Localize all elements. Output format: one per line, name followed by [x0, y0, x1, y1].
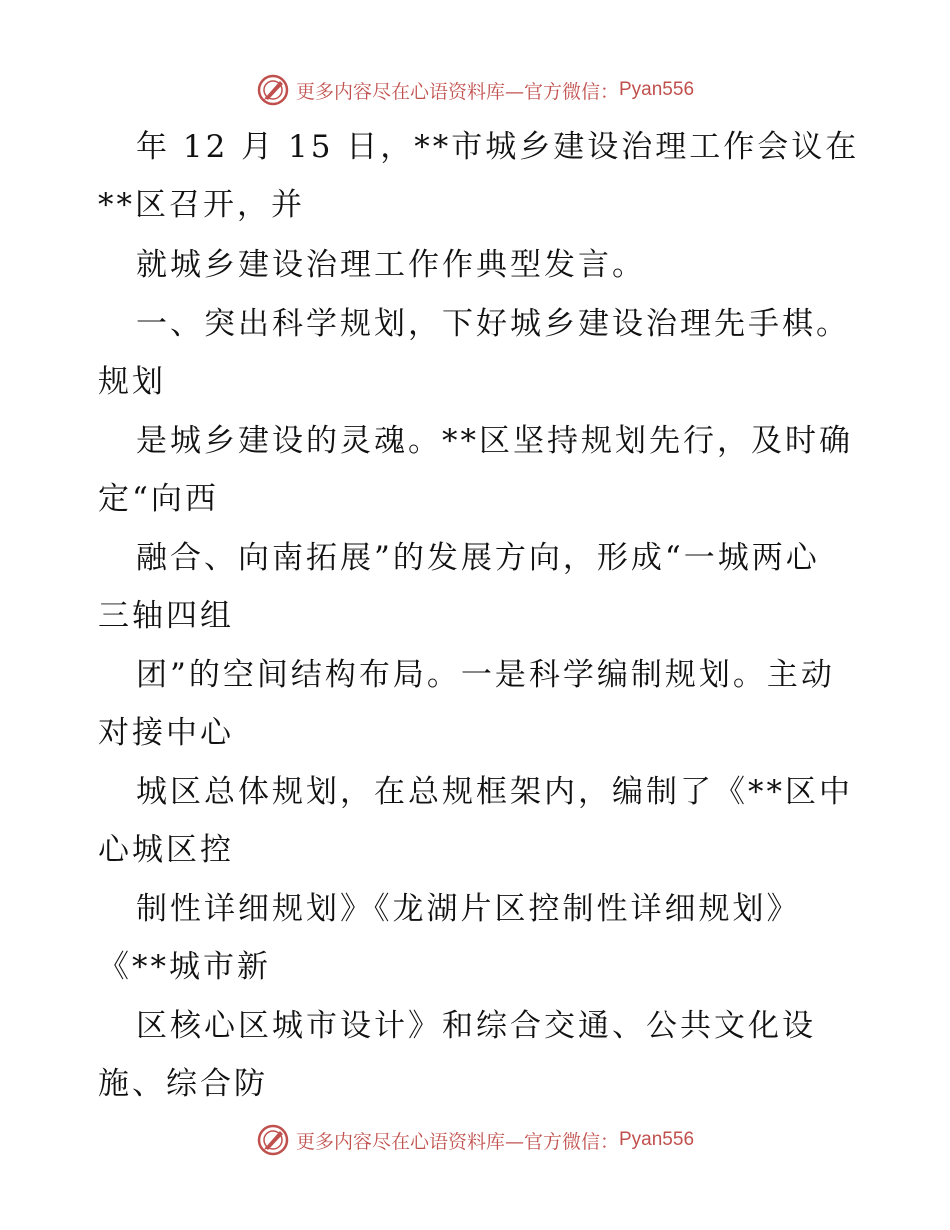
- watermark-wechat-id: Pyan556: [619, 1129, 695, 1150]
- body-line: 规划: [98, 364, 166, 400]
- header-watermark: [0, 70, 950, 110]
- body-line: 三轴四组: [98, 598, 234, 634]
- watermark-text: 更多内容尽在心语资料库—官方微信：: [295, 80, 619, 103]
- body-line: 区核心区城市设计》和综合交通、公共文化设: [136, 1008, 816, 1044]
- body-line: **区召开，并: [98, 187, 305, 223]
- body-line: 定“向西: [98, 481, 219, 517]
- watermark-wechat-id: Pyan556: [619, 79, 695, 100]
- body-line: 施、综合防: [98, 1066, 268, 1102]
- body-line: 对接中心: [98, 715, 234, 751]
- watermark-text: 更多内容尽在心语资料库—官方微信：: [295, 1130, 619, 1153]
- body-line: 《**城市新: [98, 949, 271, 985]
- quill-pen-seal-icon: [256, 1123, 290, 1157]
- body-line: 融合、向南拓展”的发展方向，形成“一城两心: [136, 540, 820, 576]
- body-line: 一、突出科学规划，下好城乡建设治理先手棋。: [136, 306, 850, 342]
- body-line: 城区总体规划，在总规框架内，编制了《**区中: [136, 774, 853, 810]
- quill-pen-seal-icon: [256, 73, 290, 107]
- footer-watermark: [0, 1120, 950, 1160]
- body-line: 是城乡建设的灵魂。**区坚持规划先行，及时确: [136, 423, 853, 459]
- body-line: 团”的空间结构布局。一是科学编制规划。主动: [136, 657, 835, 693]
- body-line: 就城乡建设治理工作作典型发言。: [136, 247, 646, 283]
- body-line: 年 12 月 15 日，**市城乡建设治理工作会议在: [136, 129, 860, 165]
- body-line: 制性详细规划》《龙湖片区控制性详细规划》: [136, 891, 801, 927]
- body-line: 心城区控: [98, 832, 234, 868]
